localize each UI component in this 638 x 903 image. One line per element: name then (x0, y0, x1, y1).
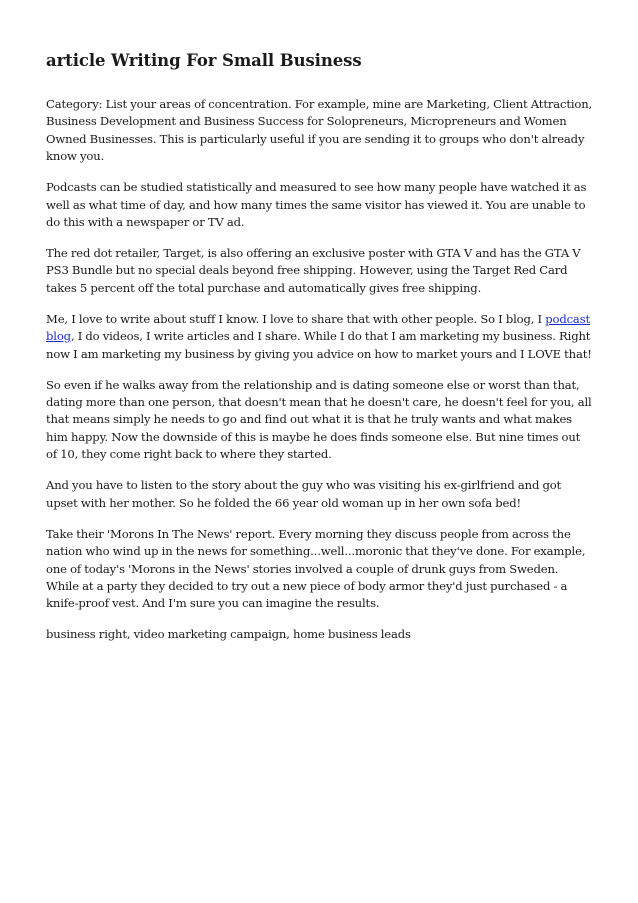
paragraph-target: The red dot retailer, Target, is also offering an exclusive poster with GTA V and has the GTA V PS3 Bundle but no special deals beyond free shipping. However, using the Target Red Card takes 5 percent off the total purchase and automatically gives free shipping. (46, 246, 581, 295)
article-title: article Writing For Small Business (46, 51, 362, 70)
article-tags: business right, video marketing campaign, home business leads (46, 627, 411, 642)
paragraph-morons-news: Take their 'Morons In The News' report. Every morning they discuss people from across the nation who wind up in the news for something...well...moronic that they've done. For example, one of today's 'Morons in the News' stories involved a couple of drunk guys from Sweden. While at a party they decided to try out a new piece of body armor they'd just purchased - a knife-proof vest. And I'm sure you can imagine the results. (46, 526, 586, 611)
paragraph-blog-text-before: Me, I love to write about stuff I know. I love to share that with other people. So I blog, I (46, 311, 546, 326)
paragraph-category: Category: List your areas of concentration. For example, mine are Marketing, Client Attraction, Business Development and Business Success for Solopreneurs, Micropreneurs and Women Owned Businesses. This is particularly useful if you are sending it to groups who don't already know you. (46, 97, 593, 164)
paragraph-blog-text-after: , I do videos, I write articles and I share. While I do that I am marketing my business. Right now I am marketing my business by giving you advice on how to market yours and I LOVE that! (46, 329, 592, 361)
paragraph-blog (46, 311, 594, 363)
article-page (46, 50, 594, 657)
paragraph-relationship: So even if he walks away from the relationship and is dating someone else or worst than that, dating more than one person, that doesn't mean that he doesn't care, he doesn't feel for you, all that means simply he needs to go and find out what it is that he truly wants and what makes him happy. Now the downside of this is maybe he does finds someone else. But nine times out of 10, they come right back to where they started. (46, 377, 592, 462)
paragraph-sofa-bed: And you have to listen to the story about the guy who was visiting his ex-girlfriend and got upset with her mother. So he folded the 66 year old woman up in her own sofa bed! (46, 478, 562, 510)
paragraph-podcasts: Podcasts can be studied statistically and measured to see how many people have watched it as well as what time of day, and how many times the same visitor has viewed it. You are unable to do this with a newspaper or TV ad. (46, 180, 587, 230)
podcast-blog-link[interactable]: podcast blog (46, 311, 591, 344)
